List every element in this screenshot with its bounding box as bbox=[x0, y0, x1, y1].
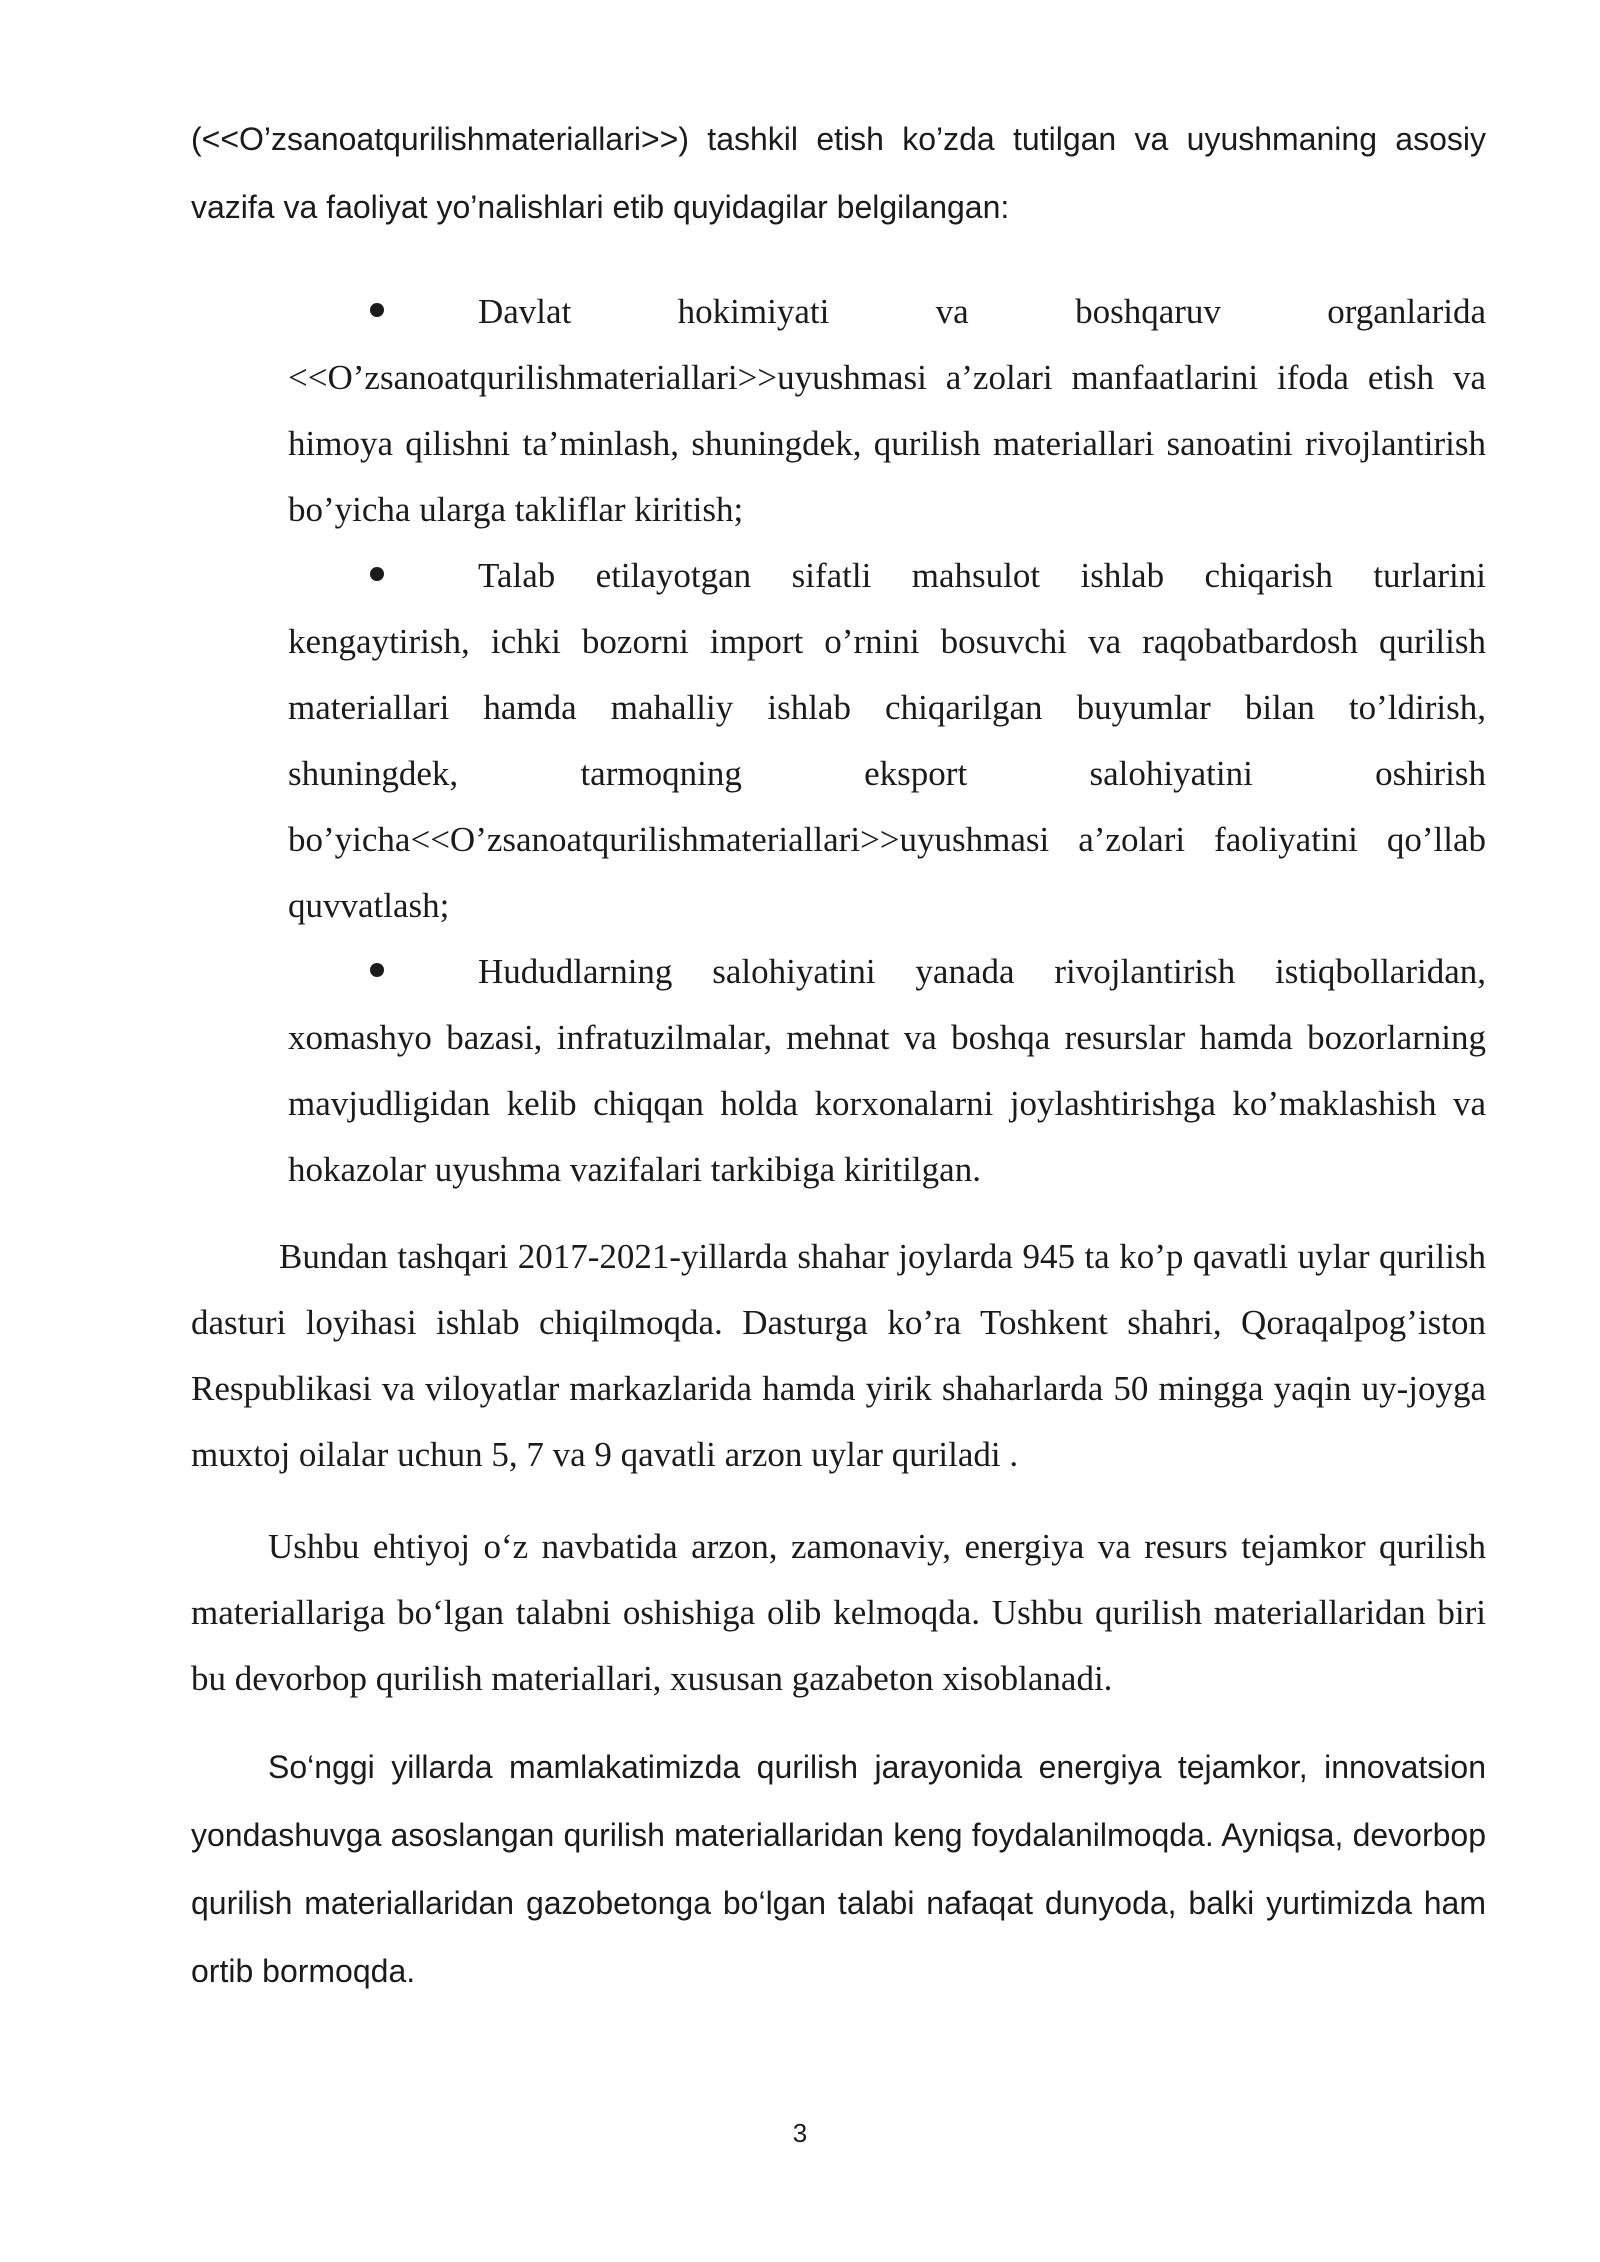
bullet-text: Davlat hokimiyati va boshqaruv organlarida <<O’zsanoatqurilishmateriallari>>uyushmasi a’zolari manfaatlarini ifoda etish va himoya qilishni ta’minlash, shuningdek, qurilish materiallari sanoatini rivojlantirish bo’yicha ularga takliflar kiritish; bbox=[288, 292, 1486, 529]
bullet-text: Talab etilayotgan sifatli mahsulot ishlab chiqarish turlarini kengaytirish, ichki bozorni import o’rnini bosuvchi va raqobatbardosh qurilish materiallari hamda mahalliy ishlab chiqarilgan buyumlar bilan to’ldirish, shuningdek, tarmoqning eksport salohiyatini oshirish bo’yicha<<O’zsanoatqurilishmateriallari>>uyushmasi a’zolari faoliyatini qo’llab quvvatlash; bbox=[288, 556, 1486, 925]
body-paragraph-gazobeton: So‘nggi yillarda mamlakatimizda qurilish jarayonida energiya tejamkor, innovatsion yondashuvga asoslangan qurilish materiallaridan keng foydalanilmoqda. Ayniqsa, devorbop qurilish materiallaridan gazobetonga bo‘lgan talabi nafaqat dunyoda, balki yurtimizda ham ortib bormoqda. bbox=[191, 1749, 1486, 1989]
intro-paragraph: (<<O’zsanoatqurilishmateriallari>>) tashkil etish ko’zda tutilgan va uyushmaning asosiy vazifa va faoliyat yo’nalishlari etib quyidagilar belgilangan: bbox=[191, 121, 1486, 225]
list-item bbox=[288, 543, 1486, 939]
bullet-text: Hududlarning salohiyatini yanada rivojlantirish istiqbollaridan, xomashyo bazasi, infratuzilmalar, mehnat va boshqa resurslar hamda bozorlarning mavjudligidan kelib chiqqan holda korxonalarni joylashtirishga ko’maklashish va hokazolar uyushma vazifalari tarkibiga kiritilgan. bbox=[288, 952, 1486, 1189]
bullet-icon bbox=[370, 303, 384, 317]
bullet-icon bbox=[370, 963, 384, 977]
list-item bbox=[288, 279, 1486, 543]
task-bullet-list bbox=[288, 279, 1486, 1203]
body-paragraph-demand: Ushbu ehtiyoj o‘z navbatida arzon, zamonaviy, energiya va resurs tejamkor qurilish materiallariga bo‘lgan talabni oshishiga olib kelmoqda. Ushbu qurilish materiallaridan biri bu devorbop qurilish materiallari, xususan gazabeton xisoblanadi. bbox=[191, 1527, 1486, 1698]
page-number: 3 bbox=[792, 2118, 808, 2148]
bullet-icon bbox=[370, 567, 384, 581]
list-item bbox=[288, 939, 1486, 1203]
body-paragraph-housing: Bundan tashqari 2017-2021-yillarda shahar joylarda 945 ta ko’p qavatli uylar qurilish dasturi loyihasi ishlab chiqilmoqda. Dasturga ko’ra Toshkent shahri, Qoraqalpog’iston Respublikasi va viloyatlar markazlarida hamda yirik shaharlarda 50 mingga yaqin uy-joyga muxtoj oilalar uchun 5, 7 va 9 qavatli arzon uylar quriladi . bbox=[191, 1237, 1486, 1474]
